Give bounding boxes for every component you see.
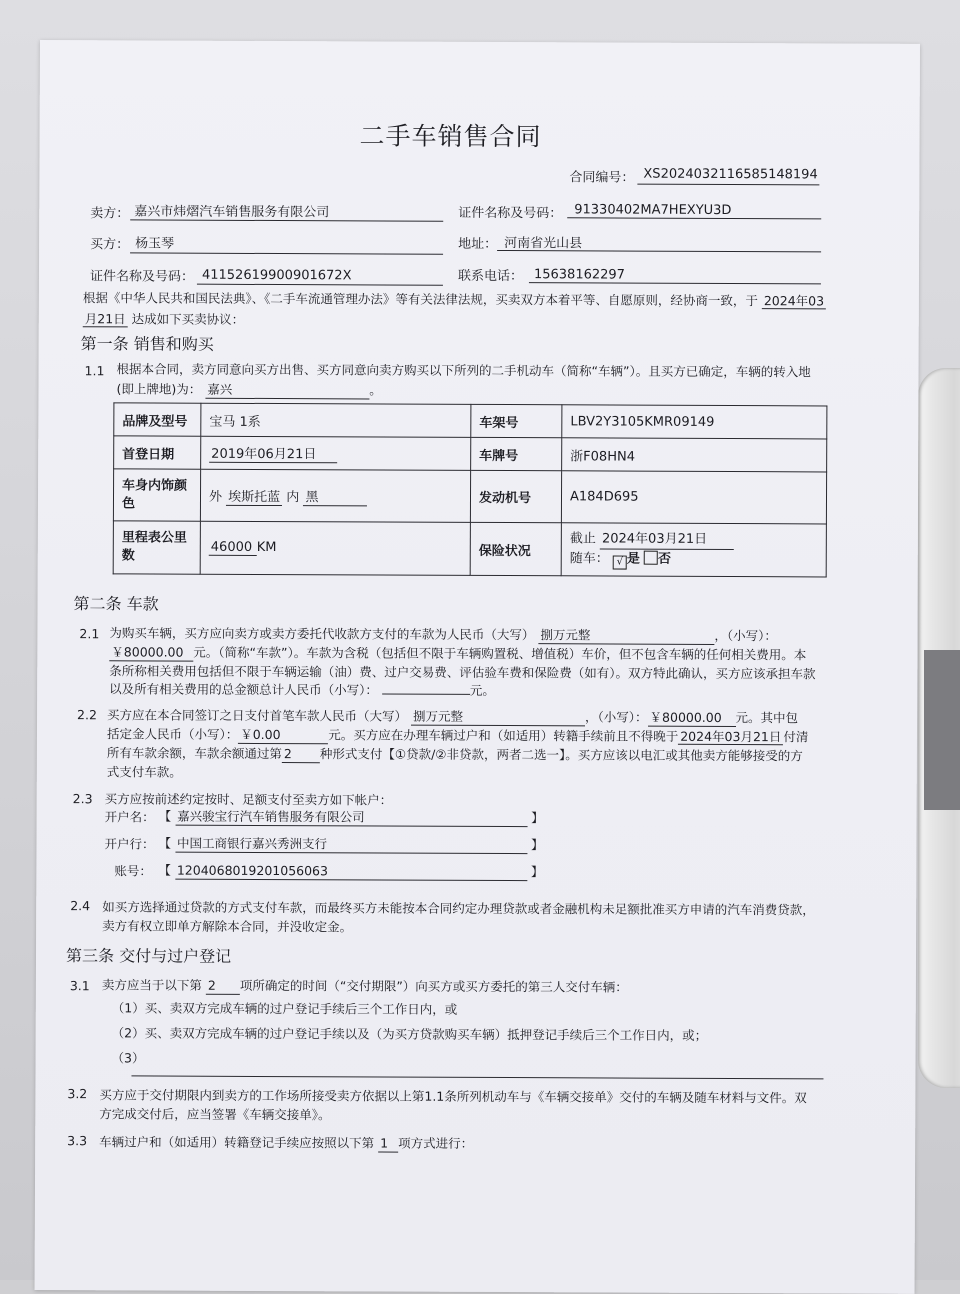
clause-2-2-number: 2.2 xyxy=(77,707,97,723)
checkbox-yes[interactable]: √ xyxy=(613,556,627,570)
metal-object-shadow xyxy=(924,650,960,810)
buyer-phone-label: 联系电话： xyxy=(457,268,524,285)
buyer-address: 河南省光山县 xyxy=(504,236,583,252)
exterior-color: 埃斯托蓝 xyxy=(226,489,282,505)
clause-2-3-line1: 买方应按前述约定按时、足额支付至卖方如下帐户： xyxy=(104,791,393,808)
seller-id-label: 证件名称及号码： xyxy=(458,205,563,222)
mileage-cell: 46000 KM xyxy=(200,521,470,575)
clause-2-2-line2: 括定金人民币（小写）： ￥0.00 元。买方应在办理车辆过户和（如适用）转籍手续前且不得晚于 2024年03月21日 付清 xyxy=(106,726,809,745)
clause-2-2-line4: 式支付车款。 xyxy=(106,764,182,780)
clause-2-1-number: 2.1 xyxy=(79,626,100,642)
contract-page xyxy=(35,40,920,1294)
buyer-name: 杨玉琴 xyxy=(135,236,175,252)
option-3-label: （3） xyxy=(111,1050,145,1066)
buyer-id: 41152619900901672X xyxy=(201,267,352,284)
interior-color: 黑 xyxy=(303,486,367,506)
color-label: 车身内饰颜色 xyxy=(113,469,200,521)
intro-line1: 根据《中华人民共和国民法典》、《二手车流通管理办法》等有关法律法规，买卖双方本着平等、自愿原则，经协商一致，于 2024年03 xyxy=(82,290,825,309)
contract-number: XS20240321165851481​94 xyxy=(643,166,818,183)
brand-value: 宝马 1系 xyxy=(201,403,471,437)
section-3-title: 第三条 交付与过户登记 xyxy=(65,946,232,966)
contract-number-label: 合同编号： xyxy=(569,170,635,186)
section-1-title: 第一条 销售和购买 xyxy=(80,334,214,354)
insurance-label: 保险状况 xyxy=(470,522,561,575)
clause-1-1-line2: (即上牌地)为： 嘉兴 。 xyxy=(116,381,382,398)
clause-2-1-line1: 为购买车辆，买方应向卖方或卖方委托代收款方支付的车款为人民币（大写） 捌万元整 ，（小写）： xyxy=(109,625,777,644)
clause-2-1-line3: 条所称相关费用包括但不限于车辆运输（油）费、过户交易费、评估验车费和保险费（如有）。双方特此确认，买方应该承担车款 xyxy=(109,663,816,682)
clause-2-4-number: 2.4 xyxy=(70,898,91,914)
account-name-row: 【 嘉兴骏宝行汽车销售服务有限公司 】 xyxy=(158,808,544,826)
clause-2-2-line3: 所有车款余额，车款余额通过第 2 种形式支付【①贷款/②非贷款，两者二选一】。买方应该以电汇或其他卖方能够接受的方 xyxy=(106,745,803,764)
clause-3-1-number: 3.1 xyxy=(69,978,90,994)
buyer-phone: 15638162297 xyxy=(533,267,625,283)
plate-label: 车牌号 xyxy=(471,437,562,470)
clause-2-2-line1: 买方应在本合同签订之日支付首笔车款人民币（大写） 捌万元整 ，（小写）： ￥80000.00 元。其中包 xyxy=(107,707,799,726)
bank-label: 开户行： xyxy=(104,836,155,852)
reg-date-value: 2019年06月21日 xyxy=(209,443,337,464)
clause-3-1-line1: 卖方应当于以下第 2 项所确定的时间（“交付期限”）向买方或买方委托的第三人交付车辆： xyxy=(101,977,628,995)
seller-label: 卖方： xyxy=(90,206,130,222)
account-number-row: 【 1204068019201056063 】 xyxy=(158,862,544,880)
clause-1-1-line1: 根据本合同，卖方同意向买方出售、买方同意向卖方购买以下所列的二手机动车（简称“车辆”）。且买方已确定，车辆的转入地 xyxy=(116,361,811,380)
buyer-address-label: 地址： xyxy=(458,236,498,252)
option-1: （1）买、卖双方完成车辆的过户登记手续后三个工作日内，或 xyxy=(111,1000,458,1017)
clause-2-4-line2: 卖方有权立即单方解除本合同，并没收定金。 xyxy=(102,918,353,935)
section-2-title: 第二条 车款 xyxy=(73,594,159,614)
checkbox-no[interactable] xyxy=(644,551,658,565)
clause-1-1-number: 1.1 xyxy=(84,363,105,379)
option-2: （2）买、卖双方完成车辆的过户登记手续以及（为买方贷款购买车辆）抵押登记手续后三个工作日内，或； xyxy=(111,1025,708,1043)
account-number: 1204068019201056063 xyxy=(175,863,527,882)
clause-3-3-line1: 车辆过户和（如适用）转籍登记手续应按照以下第 1 项方式进行： xyxy=(99,1134,474,1151)
insurance-date: 2024年03月21日 xyxy=(600,529,734,550)
bank-name: 中国工商银行嘉兴秀洲支行 xyxy=(175,836,527,855)
account-name: 嘉兴骏宝行汽车销售服务有限公司 xyxy=(175,809,527,828)
clause-3-2-line1: 买方应于交付期限内到卖方的工作场所接受卖方依据以上第1.1条所列机动车与《车辆交接单》交付的车辆及随车材料与文件。双 xyxy=(99,1087,807,1106)
account-name-label: 开户名： xyxy=(104,809,155,825)
vehicle-table xyxy=(113,402,828,577)
brand-label: 品牌及型号 xyxy=(114,403,201,436)
buyer-label: 买方： xyxy=(90,237,130,253)
insurance-cell: 截止 2024年03月21日 随车： √ 是 否 xyxy=(561,523,826,577)
color-cell: 外 埃斯托蓝 内 黑 xyxy=(200,469,470,522)
plate-value: 浙F08HN4 xyxy=(562,438,827,472)
vin-label: 车架号 xyxy=(471,404,562,437)
clause-2-1-line2: ￥80000.00 元。（简称“车款”）。车款为含税（包括但不限于车辆购置税、增值税）车价，但不包含车辆的任何相关费用。本 xyxy=(109,644,806,664)
engine-label: 发动机号 xyxy=(470,470,561,522)
account-number-label: 账号： xyxy=(114,863,152,879)
mileage-label: 里程表公里数 xyxy=(113,521,200,574)
clause-2-3-number: 2.3 xyxy=(72,791,93,807)
seller-name: 嘉兴市炜熠汽车销售服务有限公司 xyxy=(134,204,330,221)
intro-line2: 月21日 达成如下买卖协议： xyxy=(83,311,244,328)
reg-date-label: 首登日期 xyxy=(114,436,201,469)
mileage-value: 46000 xyxy=(209,540,257,556)
buyer-id-label: 证件名称及号码： xyxy=(89,269,195,285)
clause-3-2-line2: 方完成交付后，应当签署《车辆交接单》。 xyxy=(99,1106,331,1123)
clause-3-2-number: 3.2 xyxy=(67,1086,88,1102)
option-3-blank xyxy=(131,1075,823,1079)
vin-value: LBV2Y3105KMR09149 xyxy=(562,405,827,439)
bank-row: 【 中国工商银行嘉兴秀洲支行 】 xyxy=(158,835,544,853)
page-title: 二手车销售合同 xyxy=(359,121,542,152)
engine-value: A184D695 xyxy=(561,471,826,524)
reg-date-cell xyxy=(201,436,471,470)
seller-id: 91330402MA7HEXYU3D xyxy=(574,202,732,219)
clause-3-3-number: 3.3 xyxy=(67,1133,88,1149)
clause-2-1-line4: 以及所有相关费用的总金额总计人民币（小写）： 元。 xyxy=(109,681,495,698)
clause-2-4-line1: 如买方选择通过贷款的方式支付车款，而最终买方未能按本合同约定办理贷款或者金融机构未足额批准买方申请的汽车消费贷款， xyxy=(102,899,815,918)
